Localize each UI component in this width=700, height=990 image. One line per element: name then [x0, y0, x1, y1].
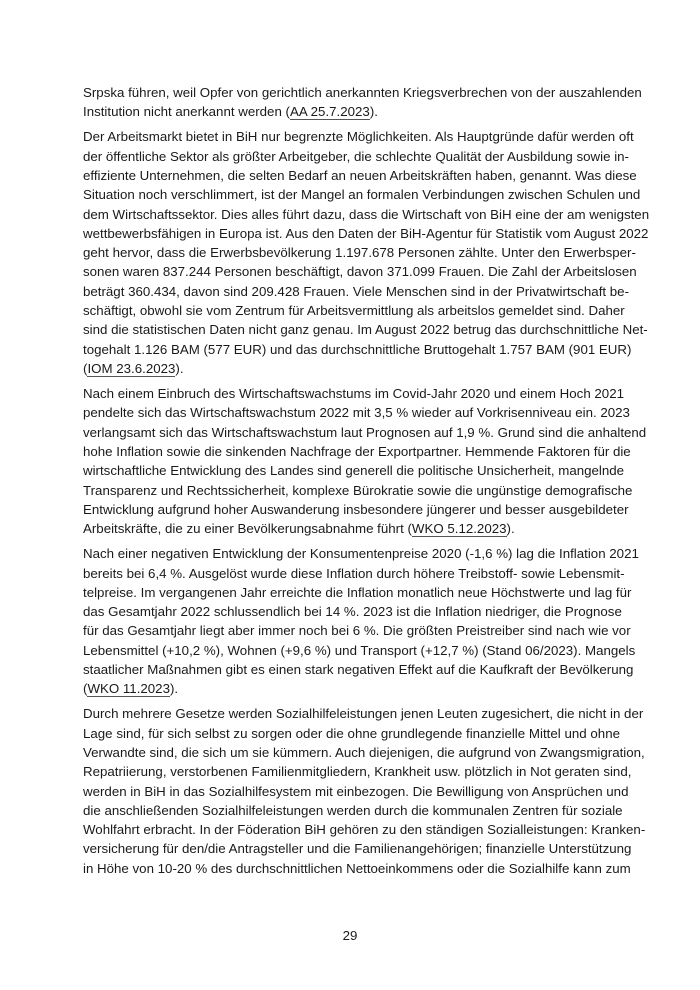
line-text: (: [83, 360, 88, 376]
citation-link[interactable]: AA 25.7.2023: [289, 104, 370, 120]
text-line: verlangsamt sich das Wirtschaftswachstum laut Prognosen auf 1,9 %. Grund sind die anhaltend: [83, 424, 647, 440]
text-line: [83, 679, 620, 698]
text-line: [83, 359, 620, 378]
text-line: geht hervor, dass die Erwerbsbevölkerung 1.197.678 Personen zählte. Unter den Erwerbsper-: [83, 245, 636, 261]
text-line: Nach einer negativen Entwicklung der Konsumentenpreise 2020 (-1,6 %) lag die Inflation 2021: [83, 546, 639, 562]
text-line: Lage sind, für sich selbst zu sorgen oder die ohne grundlegende finanzielle Mittel und ohne: [83, 725, 620, 741]
text-line: sind die statistischen Daten nicht ganz genau. Im August 2022 betrug das durchschnittliche Net-: [83, 322, 648, 338]
line-text: ).: [506, 521, 515, 537]
paragraph: [83, 384, 647, 538]
line-text: ).: [369, 104, 378, 120]
text-line: Nach einem Einbruch des Wirtschaftswachstums im Covid-Jahr 2020 und einem Hoch 2021: [83, 386, 624, 402]
text-line: bereits bei 6,4 %. Ausgelöst wurde diese Inflation durch höhere Treibstoff- sowie Lebensmit-: [83, 565, 625, 581]
line-text: Institution nicht anerkannt werden (: [83, 104, 290, 120]
page-number: 29: [342, 928, 358, 943]
text-line: Repatriierung, verstorbenen Familienmitgliedern, Krankheit usw. plötzlich in Not geraten sind,: [83, 764, 632, 780]
text-line: in Höhe von 10-20 % des durchschnittlichen Nettoeinkommens oder die Sozialhilfe kann zum: [83, 860, 631, 876]
text-line: für das Gesamtjahr liegt aber immer noch bei 6 %. Die größten Preistreiber sind nach wie vor: [83, 623, 631, 639]
text-line: staatlicher Maßnahmen gibt es einen stark negativen Effekt auf die Kaufkraft der Bevölkerung: [83, 662, 634, 677]
text-line: beträgt 360.434, davon sind 209.428 Frauen. Viele Menschen sind in der Privatwirtschaft be-: [83, 283, 629, 299]
text-line: [83, 519, 620, 538]
text-line: sonen waren 837.244 Personen beschäftigt, davon 371.099 Frauen. Die Zahl der Arbeitslosen: [83, 264, 637, 280]
text-line: der öffentliche Sektor als größter Arbeitgeber, die schlechte Qualität der Ausbildung sowie in-: [83, 148, 629, 164]
citation-link[interactable]: WKO 11.2023: [87, 681, 170, 697]
text-line: Der Arbeitsmarkt bietet in BiH nur begrenzte Möglichkeiten. Als Hauptgründe dafür werden oft: [83, 129, 634, 145]
text-line: dem Wirtschaftssektor. Dies alles führt dazu, dass die Wirtschaft von BiH eine der am wenigsten: [83, 206, 650, 222]
text-line: Wohlfahrt erbracht. In der Föderation BiH gehören zu den ständigen Sozialleistungen: Kranken-: [83, 822, 646, 838]
document-body: [83, 83, 650, 884]
text-line: schäftigt, obwohl sie vom Zentrum für Arbeitsvermittlung als arbeitslos gemeldet sind. Daher: [83, 303, 625, 319]
text-line: wirtschaftliche Entwicklung des Landes sind generell die politische Unsicherheit, mangelnde: [83, 463, 625, 479]
text-line: pendelte sich das Wirtschaftswachstum 2022 mit 3,5 % wieder auf Vorkrisenniveau ein. 2023: [83, 405, 630, 421]
text-line: versicherung für den/die Antragsteller und die Familienangehörigen; finanzielle Unterstützung: [83, 841, 632, 857]
line-text: (: [83, 681, 88, 697]
text-line: [83, 102, 620, 121]
text-line: Srpska führen, weil Opfer von gerichtlich anerkannten Kriegsverbrechen von der auszahlenden: [83, 85, 642, 100]
text-line: wettbewerbsfähigen in Europa ist. Aus den Daten der BiH-Agentur für Statistik vom August 2022: [83, 225, 649, 241]
line-text: ).: [169, 681, 179, 697]
text-line: telpreise. Im vergangenen Jahr erreichte die Inflation monatlich neue Höchstwerte und lag für: [83, 584, 632, 600]
text-line: Situation noch verschlimmert, ist der Mangel an formalen Verbindungen zwischen Schulen und: [83, 187, 641, 203]
paragraph: [83, 127, 650, 378]
line-text: ).: [175, 360, 184, 376]
paragraph: [83, 83, 642, 122]
text-line: Lebensmittel (+10,2 %), Wohnen (+9,6 %) und Transport (+12,7 %) (Stand 06/2023). Mangels: [83, 642, 636, 658]
text-line: hohe Inflation sowie die sinkenden Nachfrage der Exportpartner. Hemmende Faktoren für die: [83, 443, 631, 459]
text-line: die anschließenden Sozialhilfeleistungen werden durch die kommunalen Zentren für soziale: [83, 802, 623, 818]
citation-link[interactable]: WKO 5.12.2023: [411, 521, 507, 537]
paragraph: [83, 704, 646, 878]
text-line: Verwandte sind, die sich um sie kümmern. Auch diejenigen, die aufgrund von Zwangsmigration,: [83, 744, 645, 760]
text-line: werden in BiH in das Sozialhilfesystem mit einbezogen. Die Bewilligung von Ansprüchen und: [83, 783, 629, 799]
citation-link[interactable]: IOM 23.6.2023: [87, 360, 176, 376]
text-line: Transparenz und Rechtssicherheit, komplexe Bürokratie sowie die ungünstige demografische: [83, 482, 633, 498]
text-line: das Gesamtjahr 2022 schlussendlich bei 14 %. 2023 ist die Inflation niedriger, die Prognose: [83, 604, 622, 620]
text-line: togehalt 1.126 BAM (577 EUR) und das durchschnittliche Bruttogehalt 1.757 BAM (901 EUR): [83, 341, 632, 357]
text-line: Durch mehrere Gesetze werden Sozialhilfeleistungen jenen Leuten zugesichert, die nicht in der: [83, 706, 644, 722]
paragraph: [83, 544, 639, 698]
text-line: effiziente Unternehmen, die selten Bedarf an neuen Arbeitskräften haben, genannt. Was diese: [83, 167, 637, 183]
text-line: Entwicklung aufgrund hoher Auswanderung insbesondere jüngerer und besser ausgebildeter: [83, 501, 629, 517]
line-text: Arbeitskräfte, die zu einer Bevölkerungsabnahme führt (: [83, 521, 412, 537]
